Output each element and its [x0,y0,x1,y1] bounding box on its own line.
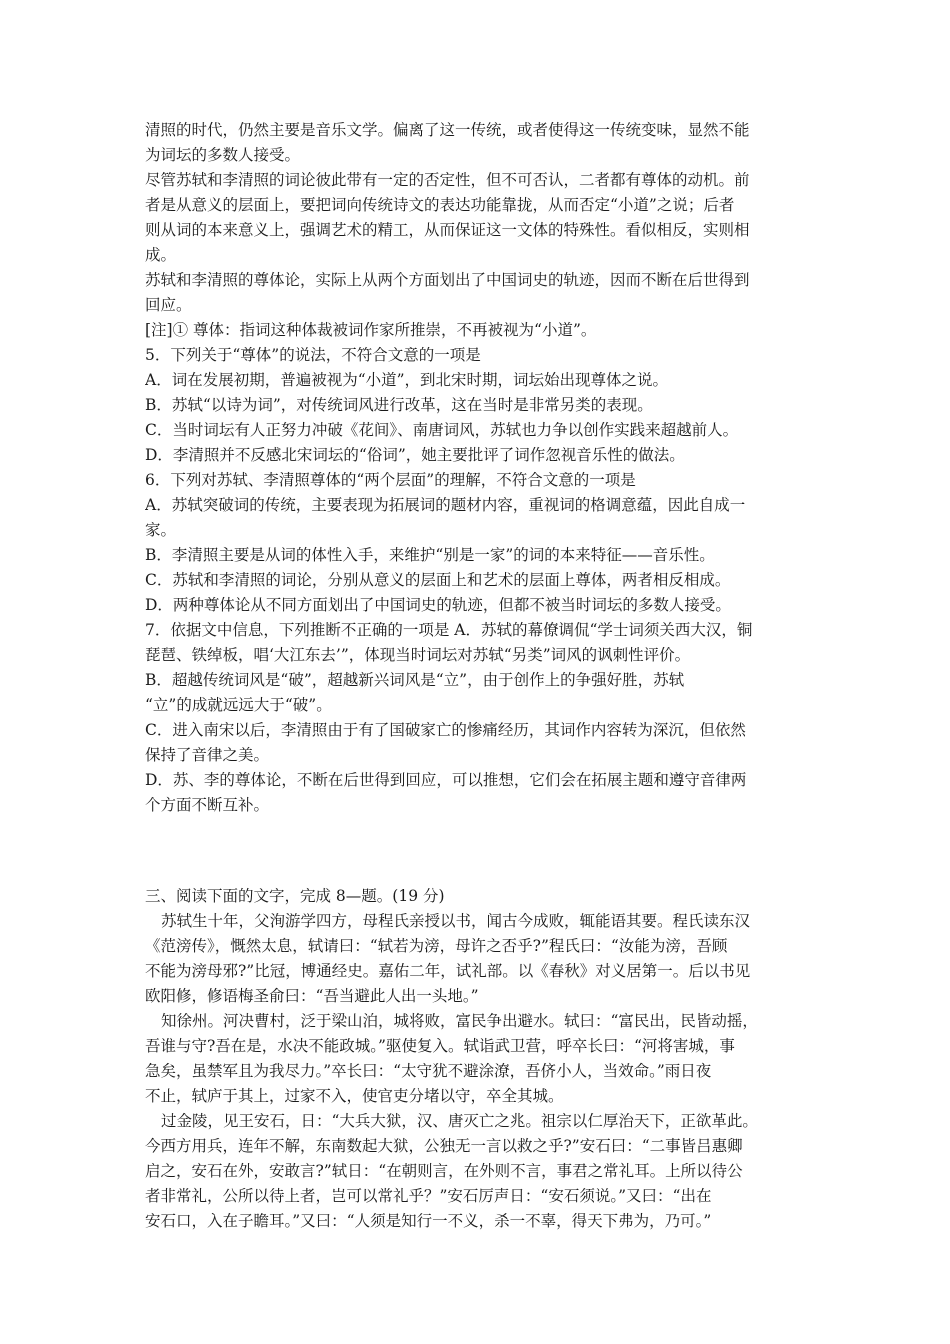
question-7-option-b-cont: “立”的成就远远大于“破”。 [145,696,332,714]
question-6-option-a: A．苏轼突破词的传统，主要表现为拓展词的题材内容，重视词的格调意蕴，因此自成一 [145,496,746,514]
text-line: 过金陵，见王安石，日：“大兵大狱，汉、唐灭亡之兆。祖宗以仁厚治天下，正欲革此。 [161,1112,758,1130]
question-6-option-b: B．李清照主要是从词的体性入手，来维护“别是一家”的词的本来特征——音乐性。 [145,546,715,564]
question-6-stem: 6．下列对苏轼、李清照尊体的“两个层面”的理解，不符合文意的一项是 [145,471,636,489]
question-7-option-d-cont: 个方面不断互补。 [145,796,270,814]
question-6-option-c: C．苏轼和李清照的词论，分别从意义的层面上和艺术的层面上尊体，两者相反相成。 [145,571,731,589]
text-line: 吾谁与守?吾在是，水决不能政城。”驱使复入。轼诣武卫营，呼卒长曰：“河将害城，事 [145,1037,735,1055]
text-line: 《范滂传》，慨然太息，轼请曰：“轼若为滂，母许之否乎?”程氏曰：“汝能为滂，吾顾 [145,937,728,955]
text-line: 苏轼生十年，父洵游学四方，母程氏亲授以书，闻古今成败，辄能语其要。程氏读东汉 [161,912,751,930]
text-line: 知徐州。河决曹村，泛于梁山泊，城将败，富民争出避水。轼曰：“富民出，民皆动摇， [161,1012,758,1030]
text-line: 启之，安石在外，安敢言?”轼日：“在朝则言，在外则不言，事君之常礼耳。上所以待公 [145,1162,743,1180]
question-6-option-a-cont: 家。 [145,521,177,539]
question-5-option-a: A．词在发展初期，普遍被视为“小道”，到北宋时期，词坛始出现尊体之说。 [145,371,669,389]
text-line: 急矣，虽禁军且为我尽力。”卒长曰：“太守犹不避涂潦，吾侪小人，当效命。”雨日夜 [145,1062,712,1080]
text-line: 者非常礼，公所以待上者，岂可以常礼乎？”安石厉声日：“安石须说。”又曰：“出在 [145,1187,712,1205]
text-line: 为词坛的多数人接受。 [145,146,301,164]
question-6-option-d: D．两种尊体论从不同方面划出了中国词史的轨迹，但都不被当时词坛的多数人接受。 [145,596,731,614]
question-7-option-b: B．超越传统词风是“破”，超越新兴词风是“立”，由于创作上的争强好胜，苏轼 [145,671,685,689]
question-5-option-d: D．李清照并不反感北宋词坛的“俗词”，她主要批评了词作忽视音乐性的做法。 [145,446,685,464]
text-line: 清照的时代，仍然主要是音乐文学。偏离了这一传统，或者使得这一传统变味，显然不能 [145,121,750,139]
text-line: 回应。 [145,296,192,314]
document-page [145,118,813,1234]
text-line: 欧阳修，修语梅圣俞曰：“吾当避此人出一头地。” [145,987,479,1005]
text-line: 苏轼和李清照的尊体论，实际上从两个方面划出了中国词史的轨迹，因而不断在后世得到 [145,271,750,289]
section-heading: 三、阅读下面的文字，完成 8—题。(19 分) [145,887,445,905]
section-spacer [145,818,813,884]
question-5-stem: 5．下列关于“尊体”的说法，不符合文意的一项是 [145,346,481,364]
text-line: 今西方用兵，连年不解，东南数起大狱，公独无一言以救之乎?”安石曰：“二事皆吕惠卿 [145,1137,743,1155]
text-line: 则从词的本来意义上，强调艺术的精工，从而保证这一文体的特殊性。看似相反，实则相 [145,221,750,239]
question-5-option-c: C．当时词坛有人正努力冲破《花间》、南唐词风，苏轼也力争以创作实践来超越前人。 [145,421,739,439]
text-line: 不止，轼庐于其上，过家不入，使官吏分堵以守，卒全其城。 [145,1087,564,1105]
annotation-note: [注]① 尊体：指词这种体裁被词作家所推崇，不再被视为“小道”。 [145,321,597,339]
question-5-option-b: B．苏轼“以诗为词”，对传统词风进行改革，这在当时是非常另类的表现。 [145,396,653,414]
question-7-option-c: C．进入南宋以后，李清照由于有了国破家亡的惨痛经历，其词作内容转为深沉，但依然 [145,721,746,739]
text-line: 安石口，入在子瞻耳。”又曰：“人须是知行一不义，杀一不辜，得天下弗为，乃可。” [145,1212,712,1230]
question-7-stem: 7．依据文中信息，下列推断不正确的一项是 A．苏轼的幕僚调侃“学士词须关西大汉，铜 [145,621,753,639]
text-line: 者是从意义的层面上，要把词向传统诗文的表达功能靠拢，从而否定“小道”之说；后者 [145,196,735,214]
question-7-option-d: D．苏、李的尊体论，不断在后世得到回应，可以推想，它们会在拓展主题和遵守音律两 [145,771,747,789]
question-7-option-c-cont: 保持了音律之美。 [145,746,270,764]
text-line: 成。 [145,246,177,264]
section-three [145,884,813,1234]
question-7-option-a-cont: 琵琶、铁绰板，唱‘大江东去’”，体现当时词坛对苏轼“另类”词风的讽刺性评价。 [145,646,691,664]
text-line: 不能为滂母邪?”比冠，博通经史。嘉佑二年，试礼部。以《春秋》对义居第一。后以书见 [145,962,751,980]
passage-continuation-and-questions [145,118,813,818]
text-line: 尽管苏轼和李清照的词论彼此带有一定的否定性，但不可否认，二者都有尊体的动机。前 [145,171,750,189]
